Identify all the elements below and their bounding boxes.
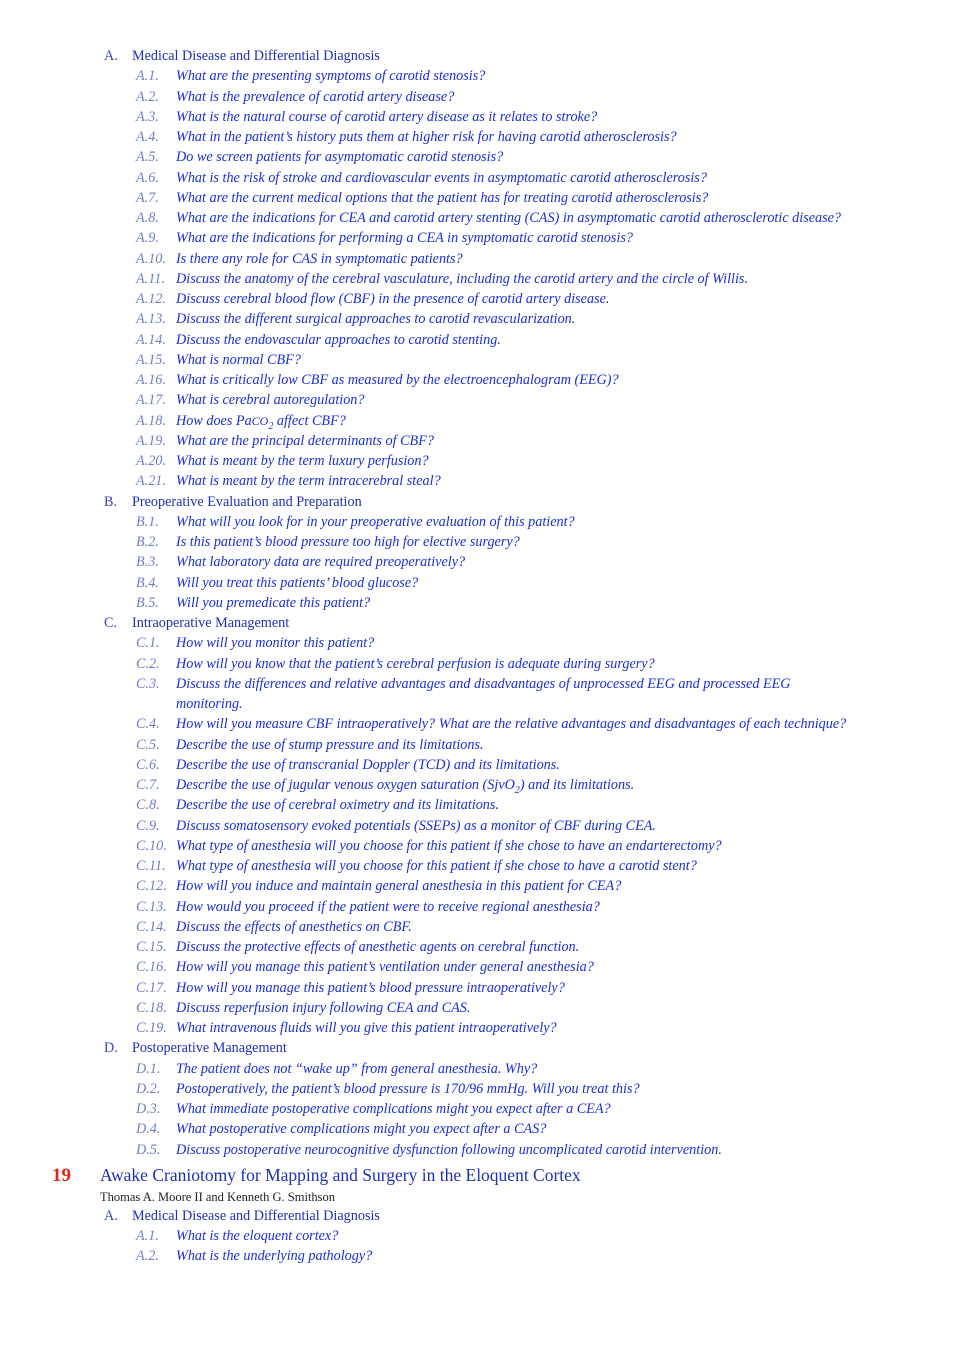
section-title: Preoperative Evaluation and Preparation [132, 493, 362, 510]
toc-question[interactable]: A.11. Discuss the anatomy of the cerebral vasculature, including the carotid artery and the circle of Willis. [136, 270, 748, 287]
toc-question[interactable]: C.19. What intravenous fluids will you give this patient intraoperatively? [136, 1020, 557, 1036]
toc-question[interactable]: D.5. Discuss postoperative neurocognitive dysfunction following uncomplicated carotid intervention. [136, 1141, 722, 1158]
toc-question[interactable]: A.6. What is the risk of stroke and cardiovascular events in asymptomatic carotid atherosclerosis? [136, 169, 707, 186]
toc-question[interactable]: A.20. What is meant by the term luxury perfusion? [136, 453, 429, 469]
section-title: Medical Disease and Differential Diagnosis [132, 1207, 380, 1224]
toc-question[interactable]: C.7. Describe the use of jugular venous oxygen saturation (SjvO$_2$) and its limitations. [136, 777, 635, 796]
toc-question[interactable]: A.2. What is the underlying pathology? [136, 1248, 373, 1265]
toc-question[interactable]: A.16. What is critically low CBF as measured by the electroencephalogram (EEG)? [136, 372, 619, 388]
section-letter: A. [104, 48, 118, 64]
section-letter: C. [104, 615, 118, 631]
toc-question[interactable]: A.21. What is meant by the term intracerebral steal? [136, 473, 441, 490]
section-title: Postoperative Management [132, 1040, 287, 1057]
toc-question[interactable]: C.8. Describe the use of cerebral oximetry and its limitations. [136, 797, 499, 814]
toc-question[interactable]: A.9. What are the indications for performing a CEA in symptomatic carotid stenosis? [136, 230, 633, 247]
toc-question[interactable]: C.10. What type of anesthesia will you choose for this patient if she chose to have an endarterectomy? [136, 837, 722, 854]
toc-question[interactable]: A.15. What is normal CBF? [136, 351, 301, 368]
toc-question[interactable]: C.6. Describe the use of transcranial Doppler (TCD) and its limitations. [136, 756, 560, 773]
section-title: Intraoperative Management [132, 615, 290, 631]
chapter-title: Awake Craniotomy for Mapping and Surgery in the Eloquent Cortex [100, 1164, 581, 1185]
section-heading[interactable] [0, 492, 953, 512]
toc-question[interactable]: B.3. What laboratory data are required preoperatively? [136, 554, 466, 571]
toc-question[interactable]: D.3. What immediate postoperative complications might you expect after a CEA? [136, 1101, 611, 1117]
toc-question[interactable]: A.4. What in the patient’s history puts them at higher risk for having carotid atherosclerosis? [136, 129, 677, 145]
toc-question[interactable]: C.1. How will you monitor this patient? [136, 635, 375, 652]
chapter-authors: Thomas A. Moore II and Kenneth G. Smithson [100, 1189, 336, 1204]
toc-question[interactable]: C.17. How will you manage this patient’s blood pressure intraoperatively? [136, 979, 565, 996]
toc-question[interactable]: A.19. What are the principal determinants of CBF? [136, 432, 434, 449]
toc-question[interactable]: A.3. What is the natural course of carotid artery disease as it relates to stroke? [136, 108, 598, 125]
section-letter: D. [104, 1040, 118, 1057]
toc-question[interactable]: C.9. Discuss somatosensory evoked potentials (SSEPs) as a monitor of CBF during CEA. [136, 817, 656, 834]
toc-question[interactable]: A.17. What is cerebral autoregulation? [136, 392, 365, 409]
toc-question[interactable]: C.18. Discuss reperfusion injury following CEA and CAS. [136, 999, 471, 1016]
toc-question[interactable]: C.11. What type of anesthesia will you choose for this patient if she chose to have a carotid stent? [136, 858, 697, 874]
toc-question[interactable]: A.5. Do we screen patients for asymptomatic carotid stenosis? [136, 149, 504, 166]
chapter-heading[interactable] [0, 1162, 953, 1188]
toc-question[interactable]: A.10. Is there any role for CAS in symptomatic patients? [136, 250, 463, 267]
toc-question[interactable]: A.1. What is the eloquent cortex? [136, 1228, 339, 1244]
section-heading[interactable] [0, 46, 953, 66]
toc-page [0, 46, 953, 1267]
toc-question[interactable]: B.4. Will you treat this patients’ blood glucose? [136, 574, 419, 591]
toc-question[interactable]: B.5. Will you premedicate this patient? [136, 594, 371, 611]
section-heading[interactable] [0, 1206, 953, 1226]
toc-question[interactable]: B.1. What will you look for in your preoperative evaluation of this patient? [136, 513, 575, 530]
toc-question[interactable]: A.14. Discuss the endovascular approaches to carotid stenting. [136, 331, 501, 348]
toc-question[interactable]: C.4. How will you measure CBF intraoperatively? What are the relative advantages and disadvantages of each technique? [136, 716, 847, 733]
toc-question[interactable]: C.13. How would you proceed if the patient were to receive regional anesthesia? [136, 898, 600, 915]
chapter-number: 19 [52, 1164, 71, 1186]
toc-question[interactable]: C.12. How will you induce and maintain general anesthesia in this patient for CEA? [136, 878, 622, 895]
section-letter: A. [104, 1207, 118, 1224]
toc-question[interactable]: A.12. Discuss cerebral blood flow (CBF) in the presence of carotid artery disease. [136, 291, 610, 307]
toc-question[interactable]: D.2. Postoperatively, the patient’s blood pressure is 170/96 mmHg. Will you treat this? [136, 1080, 640, 1097]
toc-question[interactable]: C.14. Discuss the effects of anesthetics on CBF. [136, 918, 412, 935]
toc-question[interactable]: D.4. What postoperative complications might you expect after a CAS? [136, 1121, 547, 1138]
toc-question[interactable]: A.7. What are the current medical options that the patient has for treating carotid atherosclerosis? [136, 189, 709, 206]
section-letter: B. [104, 493, 118, 510]
section-heading[interactable] [0, 1038, 953, 1058]
toc-question[interactable]: B.2. Is this patient’s blood pressure too high for elective surgery? [136, 534, 520, 550]
toc-question[interactable]: A.18. How does PaCO$_2$ affect CBF? [136, 412, 346, 432]
section-title: Medical Disease and Differential Diagnosis [132, 48, 380, 64]
toc-question[interactable]: D.1. The patient does not “wake up” from general anesthesia. Why? [136, 1060, 538, 1077]
toc-question[interactable]: A.13. Discuss the different surgical approaches to carotid revascularization. [136, 311, 576, 328]
toc-question[interactable]: C.5. Describe the use of stump pressure and its limitations. [136, 736, 484, 753]
toc-question[interactable]: A.2. What is the prevalence of carotid artery disease? [136, 88, 455, 105]
toc-question[interactable]: A.8. What are the indications for CEA and carotid artery stenting (CAS) in asymptomatic carotid atherosclerotic disease? [136, 210, 842, 226]
toc-question[interactable]: C.2. How will you know that the patient’s cerebral perfusion is adequate during surgery? [136, 655, 655, 672]
toc-question[interactable]: C.16. How will you manage this patient’s ventilation under general anesthesia? [136, 959, 594, 976]
toc-question[interactable]: A.1. What are the presenting symptoms of carotid stenosis? [136, 68, 486, 85]
toc-question[interactable]: C.15. Discuss the protective effects of anesthetic agents on cerebral function. [136, 939, 580, 955]
section-heading[interactable] [0, 613, 953, 633]
toc-question[interactable]: C.3. Discuss the differences and relative advantages and disadvantages of unprocessed EEG and processed EEG monitoring. [136, 675, 791, 712]
